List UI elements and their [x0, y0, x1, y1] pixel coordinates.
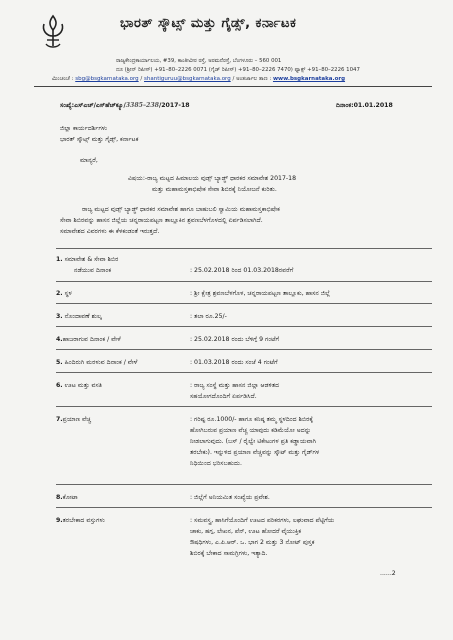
item-6-value-line-1: : ರಾಜ್ಯ ಸಂಸ್ಥೆ ಮತ್ತು ಹಾಸನ ಜಿಲ್ಲಾ ಆಡಳಿತದ — [190, 382, 280, 389]
recipient-line-2: ಭಾರತ್ ಸ್ಕೌಟ್ಸ್ ಮತ್ತು ಗೈಡ್ಸ್, ಕರ್ನಾಟಕ — [60, 136, 139, 143]
item-divider — [56, 303, 432, 304]
subject-line-2: ಮತ್ತು ಮಹಾಮಸ್ತಕಾಭಿಷೇಕ ಸೇವಾ ಶಿಬಿರಕ್ಕೆ ನಿಯೋಜನೆ ಕುರಿತು. — [152, 186, 277, 193]
item-9-value-line-2: ಚಾಕು, ಹಗ್ಗ, ಲೇಖನ, ಪೆನ್, ಊಟ ಹೋದರೆ ವೈಯುಕ್ತಿಕ — [190, 528, 302, 535]
email-label: ಮಿಂಚಂಚೆ — [52, 76, 70, 82]
item-7-value-line-4: ತರಬೇಕು). ಇನ್ನುಳಿದ ಪ್ರಯಾಣ ವೆಚ್ಚವನ್ನು ಸ್ಕೌಟ್ ಮತ್ತು ಗೈಡ್‌ಗಳ — [190, 449, 320, 456]
email-link-2[interactable]: shantiguruu@bsgkarnataka.org — [144, 76, 231, 82]
item-divider — [56, 326, 432, 327]
table-divider — [56, 248, 432, 249]
item-8-value: : ಜಿಲ್ಲೆಗೆ ಅನಿಯಮಿತ ಸಂಖ್ಯೆಯ ಪ್ರವೇಶ. — [190, 494, 270, 501]
item-1-value: : 25.02.2018 ರಿಂದ 01.03.2018ರವರೆಗೆ — [190, 267, 294, 274]
email-link-1[interactable]: sbg@bsgkarnataka.org — [75, 76, 139, 82]
item-2-value: : ಶ್ರೀ ಕ್ಷೇತ್ರ ಶ್ರವಣಬೆಳಗೊಳ, ಚನ್ನರಾಯಪಟ್ಟಣ ತಾಲ್ಲೂಕು, ಹಾಸನ ಜಿಲ್ಲೆ — [190, 290, 330, 297]
contact-line: ಮಿಂಚಂಚೆ : sbg@bsgkarnataka.org / shantiguruu@bsgkarnataka.org / ಅಂತರ್ಜಾಲ ತಾಣ : www.bsgkarnataka.org — [52, 76, 346, 82]
item-7-label: 7.ಪ್ರಯಾಣ ವೆಚ್ಚ — [56, 416, 92, 423]
reference-number — [60, 102, 190, 110]
subject-line-1: ವಿಷಯ:-ರಾಜ್ಯ ಮಟ್ಟದ ಹಿಮಾಲಯ ವುಡ್ಸ್ ಬ್ಯಾಡ್ಜ್ ಧಾರಕರ ಸಮಾವೇಶ 2017-18 — [128, 175, 297, 182]
letter-date: ದಿನಾಂಕ:01.01.2018 — [336, 102, 393, 109]
item-divider — [56, 372, 432, 373]
item-9-value-line-1: : ಸಮವಸ್ತ್ರ, ಹಾಸಿಗೆಯೊಂದಿಗೆ ಊಟದ ಪರಿಕರಗಳು, ಲಘುವಾದ ಪೆಟ್ಟಿಗೆಯ — [190, 517, 335, 524]
item-3-value: : ತಲಾ ರೂ.25/- — [190, 313, 227, 320]
item-7-value-line-2: ಹೋಗಿಬರುವ ಪ್ರಯಾಣ ವೆಚ್ಚ ಯಾವುದು ಕಡಿಮೆಯೋ ಅದನ್ನು — [190, 427, 312, 434]
ref-suffix: /2017-18 — [158, 102, 190, 109]
item-3-label: 3. ನೊಂದಾವಣೆ ಶುಲ್ಕ — [56, 313, 102, 320]
body-line-3: ಸಮಾವೇಶದ ವಿವರಗಳು ಈ ಕೆಳಕಂಡಂತೆ ಇರುತ್ತದೆ. — [60, 228, 160, 235]
item-9-label: 9.ತರಬೇಕಾದ ವಸ್ತುಗಳು — [56, 517, 105, 524]
website-label: ಅಂತರ್ಜಾಲ ತಾಣ — [236, 76, 268, 82]
item-1-label-2: ನಡೆಯುವ ದಿನಾಂಕ — [74, 267, 112, 274]
item-divider — [56, 484, 432, 485]
item-divider — [56, 281, 432, 282]
item-1-label: 1. ಸಮಾವೇಶ & ಸೇವಾ ಶಿಬಿರ — [56, 256, 119, 263]
item-divider — [56, 507, 432, 508]
address-line-1: ರಾಜ್ಯಕೇಂದ್ರಕಾರ್ಯಾಲಯ, #39, ಕಾಂತೀವೀರ ರಸ್ತೆ, ಅರಮನೆರಸ್ತೆ, ಬೆಂಗಳೂರು – 560 001 — [116, 58, 282, 64]
recipient-line-1: ಜಿಲ್ಲಾ ಕಾರ್ಯದರ್ಶಿಗಳು — [60, 125, 108, 132]
header-divider — [34, 86, 432, 87]
item-6-value-line-2: ಸಹಯೋಗದೊಂದಿಗೆ ಏರ್ಪಡಿಸಿದೆ. — [190, 393, 257, 400]
item-divider — [56, 406, 432, 407]
item-9-value-line-4: ಶಿಬಿರಕ್ಕೆ ಬೇಕಾದ ಸಾಮಗ್ರಿಗಳು, ಇತ್ಯಾದಿ. — [190, 550, 268, 557]
item-9-value-line-3: ಔಷಧಿಗಳು, ಎ.ಪಿ.ಆರ್. ಒ. ಭಾಗ 2 ಮತ್ತು 3 ನೋಟ್ ಪುಸ್ತಕ — [190, 539, 315, 546]
item-5-value: : 01.03.2018 ರಂದು ಸಂಜೆ 4 ಗಂಟೆಗೆ — [190, 359, 278, 366]
item-4-value: : 25.02.2018 ರಂದು ಬೆಳಿಗ್ಗೆ 9 ಗಂಟೆಗೆ — [190, 336, 280, 343]
scouts-emblem-icon — [40, 14, 66, 50]
item-7-value-line-1: : ಗರಿಷ್ಟ ರೂ.1000/- ಹಾಗೂ ಕನಿಷ್ಠ ತಮ್ಮ ಸ್ಥಳದಿಂದ ಶಿಬಿರಕ್ಕೆ — [190, 416, 314, 423]
item-2-label: 2. ಸ್ಥಳ — [56, 290, 72, 297]
org-title: ಭಾರತ್ ಸ್ಕೌಟ್ಸ್ ಮತ್ತು ಗೈಡ್ಸ್, ಕರ್ನಾಟಕ — [120, 16, 297, 31]
item-7-value-line-3: ನೀಡಲಾಗುವುದು. (ಬಸ್ / ರೈಲ್ವೇ ಟಿಕೇಟುಗಳ ಪ್ರತಿ ಕಡ್ಡಾಯವಾಗಿ — [190, 438, 316, 445]
item-6-label: 6. ಊಟ ಮತ್ತು ವಸತಿ — [56, 382, 103, 389]
address-line-2: ದೂ (ಶ್ರೀನ್ ರಿಪೀಸ್) +91–80–2226 0071 (ಗೈಡ್ ರಿಪೀಸ್) +91–80–2226 7470) ಫ್ಯಾಕ್ಸ್ +91–80–2226 1047 — [116, 67, 360, 73]
item-7-value-line-5: ನಿಧಿಯಿಂದ ಭರಿಸಬಹುದು. — [190, 460, 242, 467]
item-8-label: 8.ಕೋಟಾ — [56, 494, 78, 501]
item-divider — [56, 349, 432, 350]
ref-handwritten: 3385–238 — [125, 102, 159, 109]
ref-prefix: ಸಂಖ್ಯೆ:ಎಸ್‌ಎಚ್‌/ಎಸ್‌ಹೆಚ್‌ಕ್ಯೂ/ — [60, 102, 126, 109]
item-4-label: 4.ಹಾಜರಾಗುವ ದಿನಾಂಕ / ವೇಳೆ — [56, 336, 121, 343]
body-line-1: ರಾಜ್ಯ ಮಟ್ಟದ ವುಡ್ಸ್ ಬ್ಯಾಡ್ಜ್ ಧಾರಕರ ಸಮಾವೇಶ ಹಾಗೂ ಬಾಹುಬಲಿ ಸ್ವಾಮಿಯ ಮಹಾಮಸ್ತಕಾಭಿಷೇಕ — [82, 206, 280, 213]
body-line-2: ಸೇವಾ ಶಿಬಿರವನ್ನು ಹಾಸನ ಜಿಲ್ಲೆಯ ಚನ್ನರಾಯಪಟ್ಟಣ ತಾಲ್ಲೂಕಿನ ಶ್ರವಣಬೆಳಗೊಳದಲ್ಲಿ ಏರ್ಪಡಿಸಲಾಗಿದೆ. — [60, 217, 263, 224]
continuation-marker: ......2 — [380, 570, 396, 577]
item-5-label: 5. ಹಿಂದಿರುಗಿ ಮರಳುವ ದಿನಾಂಕ / ವೇಳೆ — [56, 359, 138, 366]
website-link[interactable]: www.bsgkarnataka.org — [272, 76, 346, 82]
salutation: ಮಾನ್ಯರೆ, — [80, 157, 98, 164]
